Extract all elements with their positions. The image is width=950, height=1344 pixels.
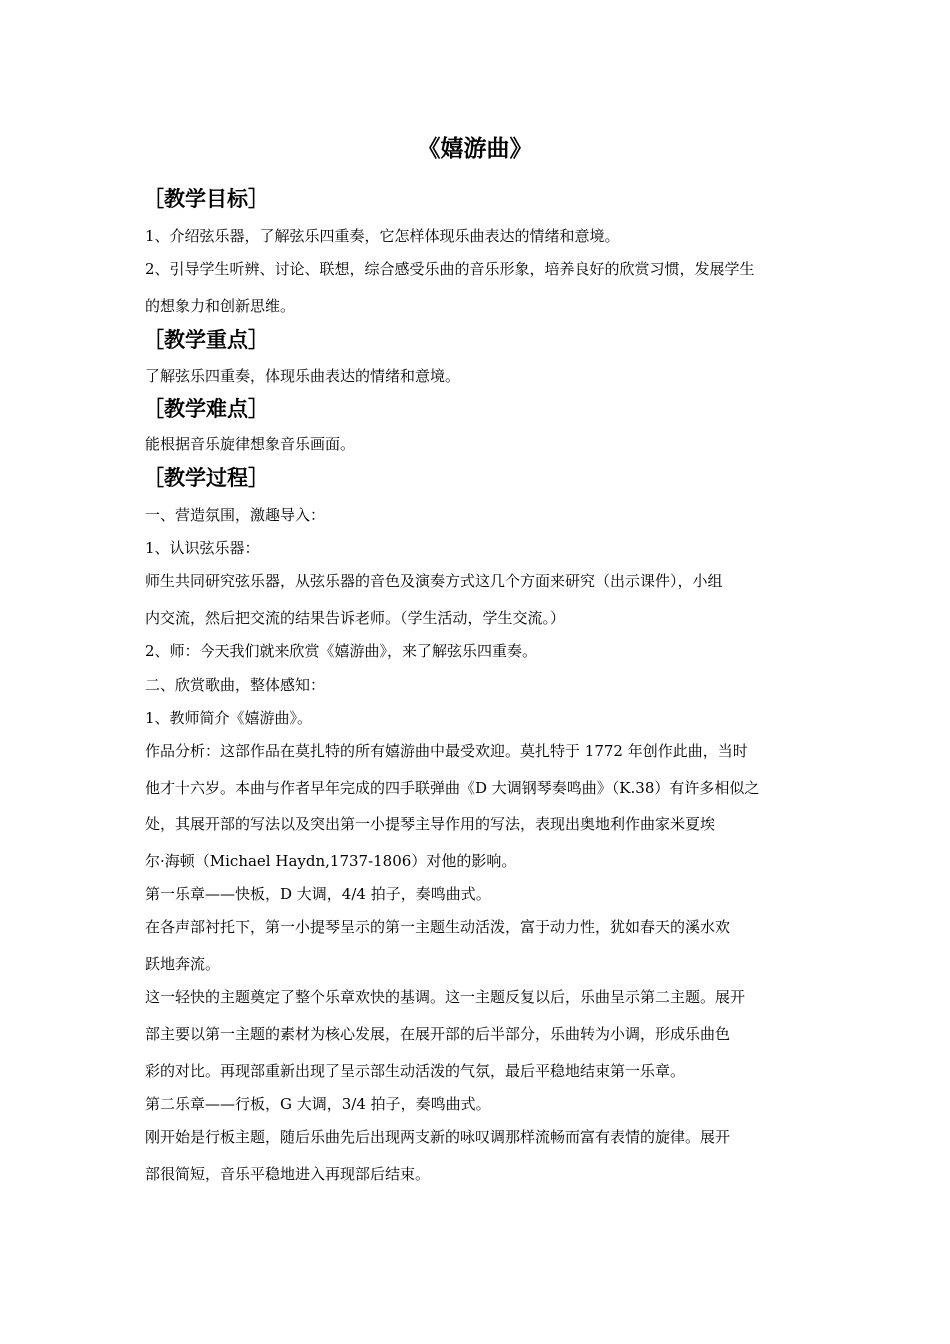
paragraph-line: 师生共同研究弦乐器，从弦乐器的音色及演奏方式这几个方面来研究（出示课件），小组 [145, 572, 723, 590]
paragraph-line: 作品分析：这部作品在莫扎特的所有嬉游曲中最受欢迎。莫扎特于 1772 年创作此曲，当时 [145, 742, 748, 760]
paragraph-line: 这一轻快的主题奠定了整个乐章欢快的基调。这一主题反复以后，乐曲呈示第二主题。展开 [145, 988, 746, 1006]
paragraph-line: 二、欣赏歌曲，整体感知： [145, 676, 326, 694]
paragraph-line: 了解弦乐四重奏，体现乐曲表达的情绪和意境。 [145, 367, 461, 385]
paragraph-line: 在各声部衬托下，第一小提琴呈示的第一主题生动活泼，富于动力性，犹如春天的溪水欢 [145, 918, 731, 936]
section-heading-key-points: ［教学重点］ [143, 327, 269, 352]
paragraph-line: 能根据音乐旋律想象音乐画面。 [145, 435, 356, 453]
paragraph-line: 的想象力和创新思维。 [145, 297, 296, 315]
section-heading-difficulties: ［教学难点］ [143, 396, 269, 421]
paragraph-line: 尔·海顿（Michael Haydn,1737-1806）对他的影响。 [145, 852, 517, 870]
paragraph-line: 跃地奔流。 [145, 955, 221, 973]
paragraph-line: 他才十六岁。本曲与作者早年完成的四手联弹曲《D 大调钢琴奏鸣曲》（K.38）有许多相似之 [145, 779, 760, 797]
paragraph-line: 1、教师简介《嬉游曲》。 [145, 709, 313, 727]
paragraph-line: 1、介绍弦乐器，了解弦乐四重奏，它怎样体现乐曲表达的情绪和意境。 [145, 227, 620, 245]
paragraph-line: 彩的对比。再现部重新出现了呈示部生动活泼的气氛，最后平稳地结束第一乐章。 [145, 1062, 686, 1080]
paragraph-line: 第一乐章——快板，D 大调，4/4 拍子，奏鸣曲式。 [145, 885, 491, 903]
paragraph-line: 部很简短，音乐平稳地进入再现部后结束。 [145, 1165, 431, 1183]
paragraph-line: 刚开始是行板主题，随后乐曲先后出现两支新的咏叹调那样流畅而富有表情的旋律。展开 [145, 1128, 731, 1146]
paragraph-line: 第二乐章——行板，G 大调，3/4 拍子，奏鸣曲式。 [145, 1095, 491, 1113]
paragraph-line: 一、营造氛围，激趣导入： [145, 506, 326, 524]
section-heading-objectives: ［教学目标］ [143, 186, 269, 211]
paragraph-line: 2、师：今天我们就来欣赏《嬉游曲》，来了解弦乐四重奏。 [145, 642, 538, 660]
paragraph-line: 部主要以第一主题的素材为核心发展，在展开部的后半部分，乐曲转为小调，形成乐曲色 [145, 1025, 731, 1043]
paragraph-line: 1、认识弦乐器： [145, 539, 260, 557]
section-heading-process: ［教学过程］ [143, 465, 269, 490]
document-title: 《嬉游曲》 [417, 135, 533, 162]
paragraph-line: 内交流，然后把交流的结果告诉老师。（学生活动，学生交流。） [145, 609, 566, 627]
paragraph-line: 2、引导学生听辨、讨论、联想，综合感受乐曲的音乐形象，培养良好的欣赏习惯，发展学生 [145, 260, 755, 278]
paragraph-line: 处，其展开部的写法以及突出第一小提琴主导作用的写法，表现出奥地利作曲家米夏埃 [145, 815, 716, 833]
